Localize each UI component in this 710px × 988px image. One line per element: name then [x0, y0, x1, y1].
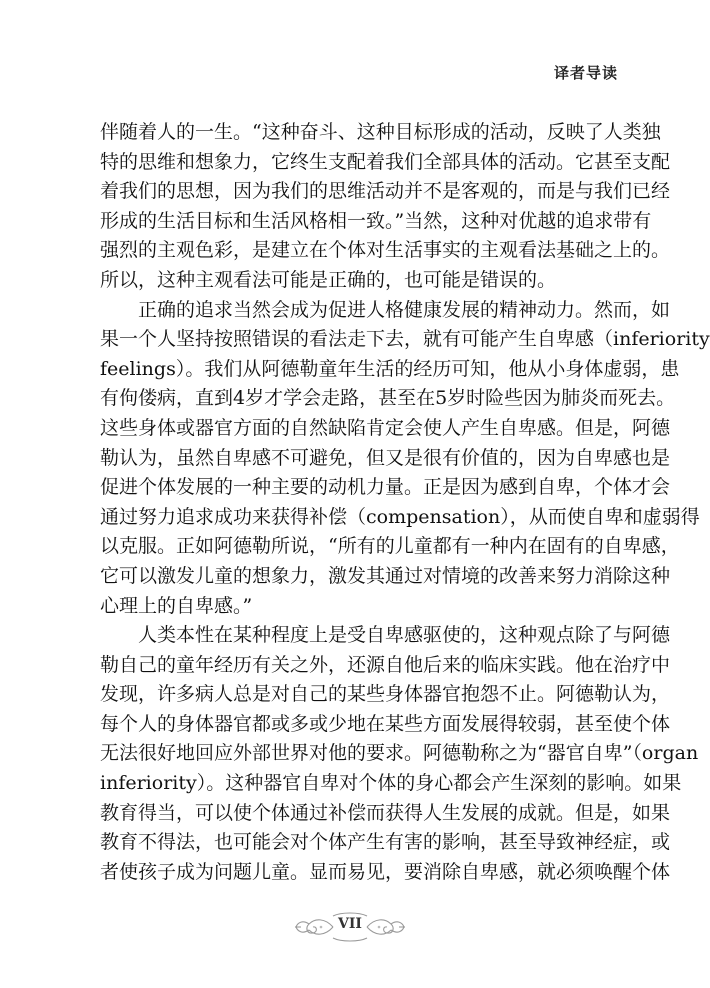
- body-text: [100, 118, 710, 887]
- page-number: VII: [338, 916, 362, 932]
- text-line: 以克服。正如阿德勒所说，“所有的儿童都有一种内在固有的自卑感，: [100, 535, 680, 558]
- text-line: 强烈的主观色彩，是建立在个体对生活事实的主观看法基础之上的。: [100, 239, 671, 262]
- text-line: 特的思维和想象力，它终生支配着我们全部具体的活动。它甚至支配: [100, 150, 671, 173]
- text-line: 教育不得法，也可能会对个体产生有害的影响，甚至导致神经症，或: [100, 831, 671, 854]
- text-line: 促进个体发展的一种主要的动机力量。正是因为感到自卑，个体才会: [100, 476, 671, 499]
- text-line: 这些身体或器官方面的自然缺陷肯定会使人产生自卑感。但是，阿德: [100, 416, 671, 439]
- text-line: 勒自己的童年经历有关之外，还源自他后来的临床实践。他在治疗中: [100, 653, 671, 676]
- text-line: inferiority）。这种器官自卑对个体的身心都会产生深刻的影响。如果: [100, 772, 682, 795]
- page-footer: [0, 910, 700, 944]
- text-line: 正确的追求当然会成为促进人格健康发展的精神动力。然而，如: [138, 298, 671, 321]
- text-line: 者使孩子成为问题儿童。显而易见，要消除自卑感，就必须唤醒个体: [100, 860, 671, 883]
- text-line: feelings）。我们从阿德勒童年生活的经历可知，他从小身体虚弱，患: [100, 357, 680, 380]
- text-line: 勒认为，虽然自卑感不可避免，但又是很有价值的，因为自卑感也是: [100, 446, 671, 469]
- text-line: 无法很好地回应外部世界对他的要求。阿德勒称之为“器官自卑”（organ: [100, 742, 699, 765]
- text-line: 每个人的身体器官都或多或少地在某些方面发展得较弱，甚至使个体: [100, 712, 671, 735]
- text-line: 通过努力追求成功来获得补偿（compensation），从而使自卑和虚弱得: [100, 505, 700, 528]
- text-line: 伴随着人的一生。“这种奋斗、这种目标形成的活动，反映了人类独: [100, 121, 661, 143]
- running-header-title: 译者导读: [553, 64, 618, 82]
- text-line: 着我们的思想，因为我们的思维活动并不是客观的，而是与我们已经: [100, 180, 671, 203]
- text-line: 它可以激发儿童的想象力，激发其通过对情境的改善来努力消除这种: [100, 564, 671, 587]
- text-line: 果一个人坚持按照错误的看法走下去，就有可能产生自卑感（inferiority: [100, 328, 710, 351]
- text-line: 教育得当，可以使个体通过补偿而获得人生发展的成就。但是，如果: [100, 801, 671, 824]
- text-line: 人类本性在某种程度上是受自卑感驱使的，这种观点除了与阿德: [138, 624, 671, 647]
- text-line: 有佝偻病，直到4岁才学会走路，甚至在5岁时险些因为肺炎而死去。: [100, 387, 676, 410]
- text-line: 心理上的自卑感。”: [100, 594, 253, 617]
- text-line: 发现，许多病人总是对自己的某些身体器官抱怨不止。阿德勒认为，: [100, 683, 671, 706]
- text-line: 形成的生活目标和生活风格相一致。”当然，这种对优越的追求带有: [100, 209, 652, 232]
- text-line: 所以，这种主观看法可能是正确的，也可能是错误的。: [100, 268, 557, 291]
